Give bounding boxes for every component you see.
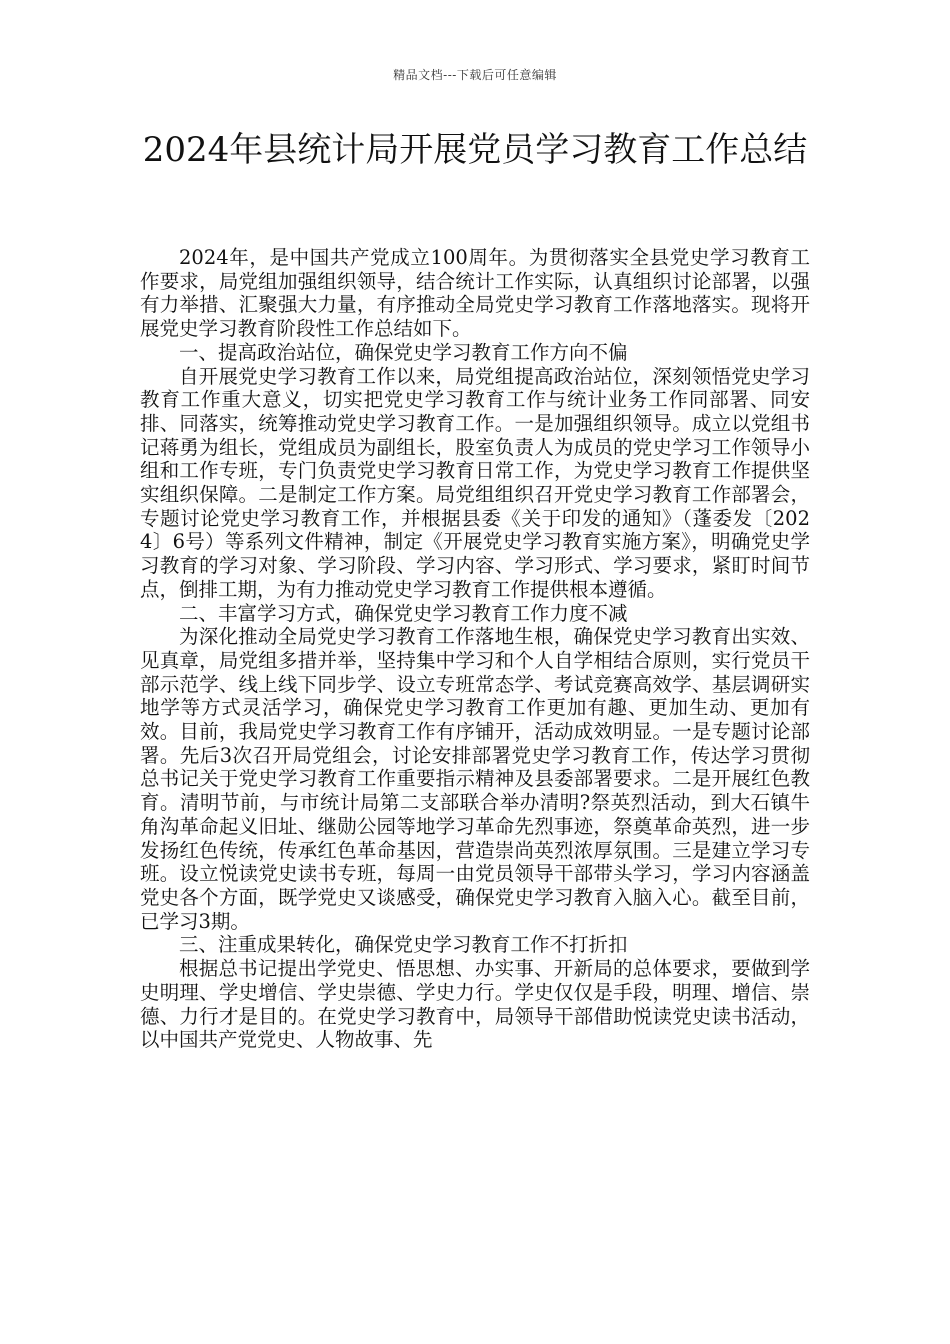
page-header: 精品文档---下载后可任意编辑 [393,68,557,82]
section-heading-2: 二、丰富学习方式，确保党史学习教育工作力度不减 [179,601,628,625]
section-3-paragraph: 根据总书记提出学党史、悟思想、办实事、开新局的总体要求，要做到学史明理、学史增信、学史崇德、学史力行。学史仅仅是手段，明理、增信、崇德、力行才是目的。在党史学习教育中，局领导干部借助悦读党史读书活动，以中国共产党党史、人物故事、先 [140,957,810,1052]
intro-paragraph: 2024年，是中国共产党成立100周年。为贯彻落实全县党史学习教育工作要求，局党组加强组织领导，结合统计工作实际，认真组织讨论部署，以强有力举措、汇聚强大力量，有序推动全局党史学习教育工作落地落实。现将开展党史学习教育阶段性工作总结如下。 [140,246,810,341]
document-title: 2024年县统计局开展党员学习教育工作总结 [142,130,808,170]
document-body [140,246,810,1052]
section-2-paragraph: 为深化推动全局党史学习教育工作落地生根，确保党史学习教育出实效、见真章，局党组多措并举，坚持集中学习和个人自学相结合原则，实行党员干部示范学、线上线下同步学、设立专班常态学、考试竞赛高效学、基层调研实地学等方式灵活学习，确保党史学习教育工作更加有趣、更加生动、更加有效。目前，我局党史学习教育工作有序铺开，活动成效明显。一是专题讨论部署。先后3次召开局党组会，讨论安排部署党史学习教育工作，传达学习贯彻总书记关于党史学习教育工作重要指示精神及县委部署要求。二是开展红色教育。清明节前，与市统计局第二支部联合举办清明?祭英烈活动，到大石镇牛角沟革命起义旧址、继勋公园等地学习革命先烈事迹，祭奠革命英烈，进一步发扬红色传统，传承红色革命基因，营造崇尚英烈浓厚氛围。三是建立学习专班。设立悦读党史读书专班，每周一由党员领导干部带头学习，学习内容涵盖党史各个方面，既学党史又谈感受，确保党史学习教育入脑入心。截至目前，已学习3期。 [140,625,810,933]
section-1-paragraph: 自开展党史学习教育工作以来，局党组提高政治站位，深刻领悟党史学习教育工作重大意义，切实把党史学习教育工作与统计业务工作同部署、同安排、同落实，统筹推动党史学习教育工作。一是加强组织领导。成立以党组书记蒋勇为组长，党组成员为副组长，股室负责人为成员的党史学习工作领导小组和工作专班，专门负责党史学习教育日常工作，为党史学习教育工作提供坚实组织保障。二是制定工作方案。局党组组织召开党史学习教育工作部署会，专题讨论党史学习教育工作，并根据县委《关于印发的通知》（蓬委发〔2024〕6号）等系列文件精神，制定《开展党史学习教育实施方案》，明确党史学习教育的学习对象、学习阶段、学习内容、学习形式、学习要求，紧盯时间节点，倒排工期，为有力推动党史学习教育工作提供根本遵循。 [140,364,810,601]
section-heading-1: 一、提高政治站位，确保党史学习教育工作方向不偏 [179,340,628,364]
section-heading-3: 三、注重成果转化，确保党史学习教育工作不打折扣 [179,933,628,957]
